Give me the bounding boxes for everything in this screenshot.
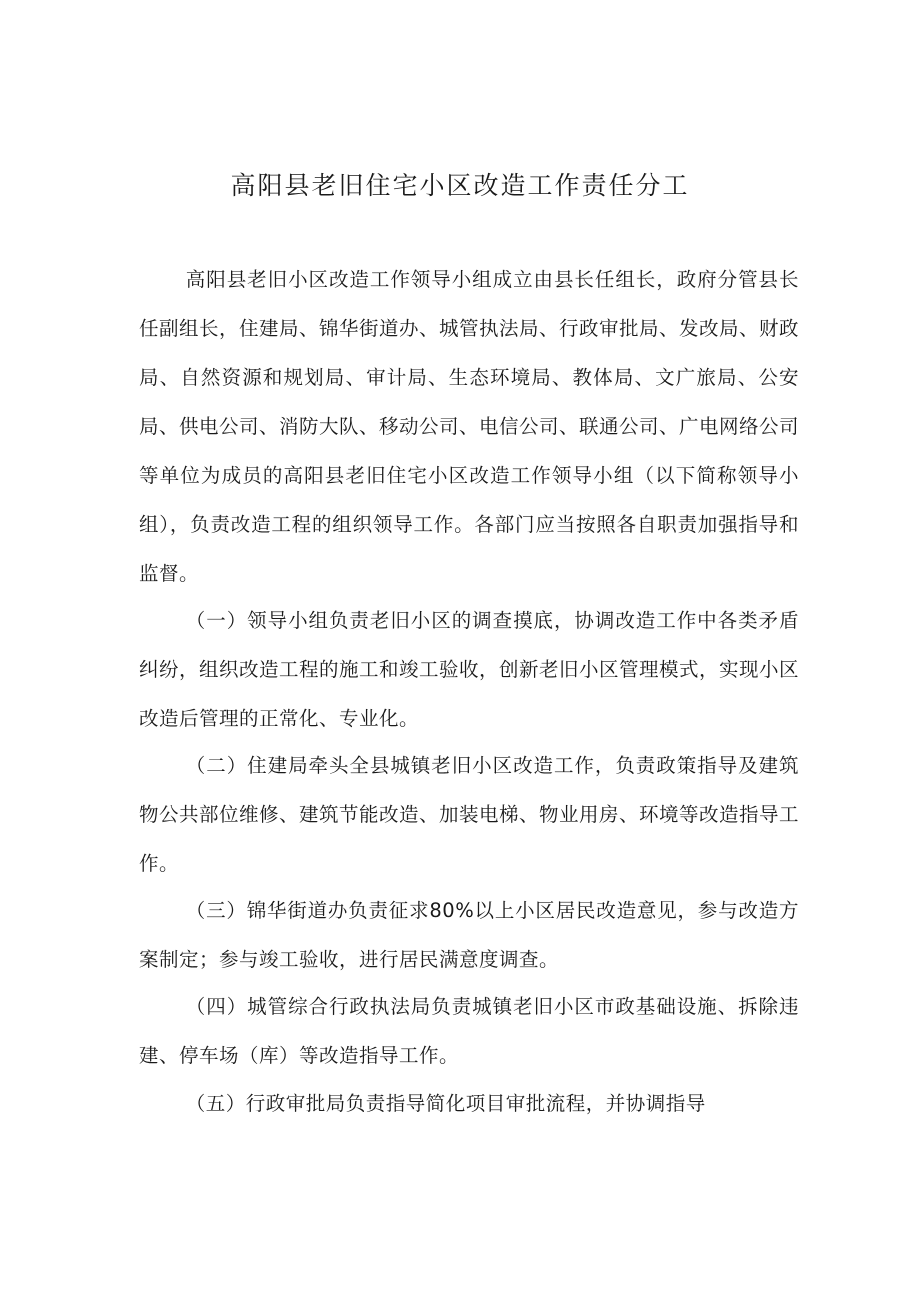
paragraph-item-1: （一）领导小组负责老旧小区的调查摸底，协调改造工作中各类矛盾纠纷，组织改造工程的施工和竣工验收，创新老旧小区管理模式，实现小区改造后管理的正常化、专业化。 (139, 609, 800, 730)
paragraph-item-3: （三）锦华街道办负责征求80%以上小区居民改造意见，参与改造方案制定；参与竣工验收，进行居民满意度调查。 (139, 899, 799, 971)
paragraph-item-5: （五）行政审批局负责指导简化项目审批流程，并协调指导 (185, 1092, 706, 1115)
document-title: 高阳县老旧住宅小区改造工作责任分工 (230, 171, 690, 200)
paragraph-item-4: （四）城管综合行政执法局负责城镇老旧小区市政基础设施、拆除违建、停车场（库）等改造指导工作。 (139, 995, 799, 1067)
paragraph-leadership-group: 高阳县老旧小区改造工作领导小组成立由县长任组长，政府分管县长任副组长，住建局、锦华街道办、城管执法局、行政审批局、发改局、财政局、自然资源和规划局、审计局、生态环境局、教体局、文广旅局、公安局、供电公司、消防大队、移动公司、电信公司、联通公司、广电网络公司等单位为成员的高阳县老旧住宅小区改造工作领导小组（以下简称领导小组），负责改造工程的组织领导工作。各部门应当按照各自职责加强指导和监督。 (139, 268, 800, 585)
paragraph-item-2: （二）住建局牵头全县城镇老旧小区改造工作，负责政策指导及建筑物公共部位维修、建筑节能改造、加装电梯、物业用房、环境等改造指导工作。 (139, 754, 800, 875)
